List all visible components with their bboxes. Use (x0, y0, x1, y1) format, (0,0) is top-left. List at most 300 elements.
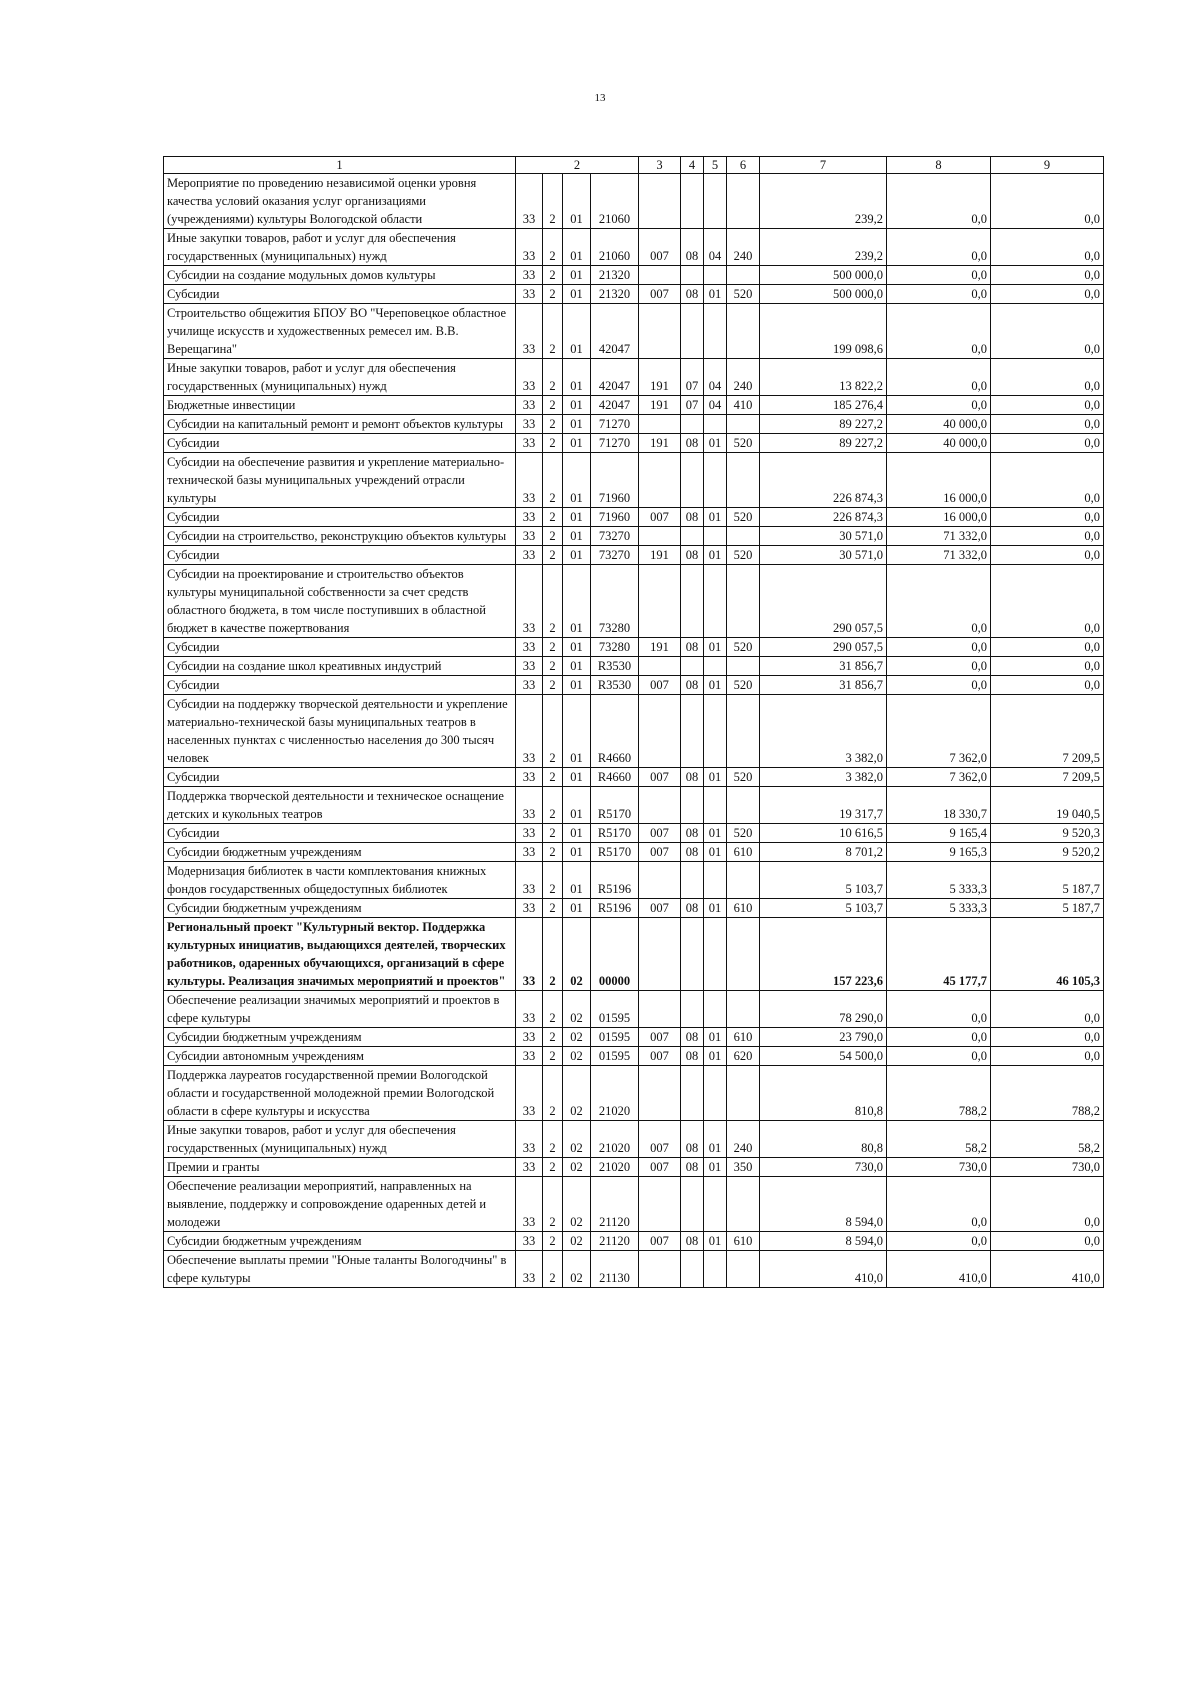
code-program: 33 (516, 676, 543, 695)
code-expense-type (727, 695, 760, 768)
code-direction: 73280 (591, 565, 639, 638)
code-expense-type (727, 1177, 760, 1232)
code-section (681, 657, 704, 676)
value-col-9: 0,0 (991, 1177, 1104, 1232)
value-col-9: 0,0 (991, 453, 1104, 508)
code-direction: 42047 (591, 359, 639, 396)
value-col-8: 0,0 (887, 174, 991, 229)
code-subsection: 01 (704, 1158, 727, 1177)
table-row (164, 657, 1104, 676)
table-row (164, 304, 1104, 359)
code-subprogram: 2 (543, 1121, 563, 1158)
code-expense-type: 520 (727, 285, 760, 304)
code-program: 33 (516, 991, 543, 1028)
code-subprogram: 2 (543, 918, 563, 991)
code-subprogram: 2 (543, 843, 563, 862)
header-cell: 8 (887, 157, 991, 174)
value-col-7: 5 103,7 (760, 899, 887, 918)
code-grbs: 007 (639, 1121, 681, 1158)
code-program: 33 (516, 174, 543, 229)
value-col-9: 0,0 (991, 1028, 1104, 1047)
code-section: 08 (681, 676, 704, 695)
code-grbs (639, 527, 681, 546)
code-direction: 21020 (591, 1158, 639, 1177)
code-program: 33 (516, 638, 543, 657)
row-name: Обеспечение реализации значимых мероприятий и проектов в сфере культуры (164, 991, 516, 1028)
code-grbs (639, 1066, 681, 1121)
value-col-8: 0,0 (887, 1232, 991, 1251)
value-col-8: 16 000,0 (887, 508, 991, 527)
code-subprogram: 2 (543, 862, 563, 899)
code-element: 01 (563, 787, 591, 824)
code-expense-type: 610 (727, 899, 760, 918)
code-section (681, 527, 704, 546)
value-col-7: 730,0 (760, 1158, 887, 1177)
value-col-8: 58,2 (887, 1121, 991, 1158)
code-subsection: 01 (704, 676, 727, 695)
code-subprogram: 2 (543, 1028, 563, 1047)
code-element: 02 (563, 1047, 591, 1066)
value-col-9: 5 187,7 (991, 899, 1104, 918)
code-subprogram: 2 (543, 991, 563, 1028)
code-section (681, 862, 704, 899)
row-name: Субсидии (164, 546, 516, 565)
value-col-8: 40 000,0 (887, 434, 991, 453)
value-col-9: 410,0 (991, 1251, 1104, 1288)
value-col-9: 58,2 (991, 1121, 1104, 1158)
value-col-7: 3 382,0 (760, 768, 887, 787)
code-program: 33 (516, 1028, 543, 1047)
code-grbs (639, 304, 681, 359)
code-program: 33 (516, 824, 543, 843)
code-expense-type: 620 (727, 1047, 760, 1066)
table-row (164, 527, 1104, 546)
code-element: 01 (563, 546, 591, 565)
value-col-7: 30 571,0 (760, 546, 887, 565)
code-program: 33 (516, 1121, 543, 1158)
code-section (681, 266, 704, 285)
code-section (681, 565, 704, 638)
code-subsection (704, 304, 727, 359)
code-section: 08 (681, 508, 704, 527)
code-expense-type: 520 (727, 824, 760, 843)
code-subprogram: 2 (543, 565, 563, 638)
value-col-8: 410,0 (887, 1251, 991, 1288)
row-name: Региональный проект "Культурный вектор. Поддержка культурных инициатив, выдающихся деятелей, творческих работников, одаренных обучающихся, организаций в сфере культуры. Реализация значимых мероприятий и проектов" (164, 918, 516, 991)
value-col-9: 0,0 (991, 359, 1104, 396)
code-direction: 21120 (591, 1232, 639, 1251)
code-grbs: 191 (639, 546, 681, 565)
code-expense-type: 520 (727, 676, 760, 695)
value-col-7: 810,8 (760, 1066, 887, 1121)
code-section: 07 (681, 359, 704, 396)
row-name: Субсидии на капитальный ремонт и ремонт объектов культуры (164, 415, 516, 434)
code-direction: 42047 (591, 304, 639, 359)
code-expense-type (727, 266, 760, 285)
code-program: 33 (516, 1158, 543, 1177)
code-subsection: 01 (704, 899, 727, 918)
value-col-8: 9 165,3 (887, 843, 991, 862)
value-col-9: 19 040,5 (991, 787, 1104, 824)
code-direction: 21060 (591, 229, 639, 266)
table-row (164, 174, 1104, 229)
value-col-8: 0,0 (887, 657, 991, 676)
code-direction: 00000 (591, 918, 639, 991)
value-col-8: 18 330,7 (887, 787, 991, 824)
row-name: Субсидии (164, 508, 516, 527)
code-direction: 71960 (591, 453, 639, 508)
code-subsection (704, 527, 727, 546)
header-cell: 1 (164, 157, 516, 174)
code-direction: R3530 (591, 676, 639, 695)
value-col-7: 8 594,0 (760, 1232, 887, 1251)
value-col-9: 0,0 (991, 434, 1104, 453)
row-name: Премии и гранты (164, 1158, 516, 1177)
code-subprogram: 2 (543, 638, 563, 657)
code-expense-type: 410 (727, 396, 760, 415)
code-section (681, 453, 704, 508)
code-section (681, 1251, 704, 1288)
table-row (164, 676, 1104, 695)
code-subsection: 01 (704, 1047, 727, 1066)
code-program: 33 (516, 1251, 543, 1288)
value-col-7: 31 856,7 (760, 657, 887, 676)
code-expense-type (727, 415, 760, 434)
code-element: 01 (563, 565, 591, 638)
code-grbs: 191 (639, 638, 681, 657)
value-col-7: 239,2 (760, 229, 887, 266)
code-subprogram: 2 (543, 899, 563, 918)
value-col-7: 8 594,0 (760, 1177, 887, 1232)
code-program: 33 (516, 695, 543, 768)
value-col-8: 730,0 (887, 1158, 991, 1177)
code-subsection (704, 657, 727, 676)
header-cell: 7 (760, 157, 887, 174)
code-expense-type (727, 565, 760, 638)
row-name: Поддержка лауреатов государственной премии Вологодской области и государственной молодежной премии Вологодской области в сфере культуры и искусства (164, 1066, 516, 1121)
code-subprogram: 2 (543, 359, 563, 396)
code-direction: 73270 (591, 527, 639, 546)
code-direction: 42047 (591, 396, 639, 415)
code-element: 01 (563, 266, 591, 285)
table-row (164, 991, 1104, 1028)
value-col-9: 0,0 (991, 657, 1104, 676)
code-element: 01 (563, 638, 591, 657)
code-program: 33 (516, 768, 543, 787)
code-expense-type: 610 (727, 843, 760, 862)
code-expense-type (727, 304, 760, 359)
code-expense-type: 240 (727, 229, 760, 266)
code-subsection (704, 266, 727, 285)
code-direction: 71270 (591, 415, 639, 434)
value-col-9: 0,0 (991, 676, 1104, 695)
value-col-8: 0,0 (887, 304, 991, 359)
code-direction: R5170 (591, 787, 639, 824)
code-subprogram: 2 (543, 1177, 563, 1232)
table-row (164, 768, 1104, 787)
code-section (681, 415, 704, 434)
code-section: 08 (681, 1121, 704, 1158)
table-row (164, 415, 1104, 434)
code-subprogram: 2 (543, 768, 563, 787)
code-grbs (639, 787, 681, 824)
code-grbs: 007 (639, 1232, 681, 1251)
value-col-8: 40 000,0 (887, 415, 991, 434)
code-program: 33 (516, 229, 543, 266)
code-section (681, 1066, 704, 1121)
value-col-8: 0,0 (887, 266, 991, 285)
table-row (164, 1121, 1104, 1158)
value-col-9: 9 520,3 (991, 824, 1104, 843)
budget-table (163, 156, 1104, 1288)
code-element: 02 (563, 1028, 591, 1047)
value-col-8: 16 000,0 (887, 453, 991, 508)
code-expense-type (727, 453, 760, 508)
code-section (681, 174, 704, 229)
code-grbs: 007 (639, 843, 681, 862)
code-expense-type: 350 (727, 1158, 760, 1177)
code-program: 33 (516, 565, 543, 638)
value-col-7: 19 317,7 (760, 787, 887, 824)
code-section: 08 (681, 899, 704, 918)
row-name: Субсидии автономным учреждениям (164, 1047, 516, 1066)
code-subprogram: 2 (543, 266, 563, 285)
value-col-8: 0,0 (887, 1177, 991, 1232)
code-program: 33 (516, 918, 543, 991)
code-program: 33 (516, 527, 543, 546)
table-row (164, 1066, 1104, 1121)
code-element: 01 (563, 396, 591, 415)
code-section (681, 1177, 704, 1232)
table-row (164, 1251, 1104, 1288)
code-element: 01 (563, 508, 591, 527)
code-expense-type: 520 (727, 508, 760, 527)
code-subsection: 01 (704, 843, 727, 862)
table-row (164, 1232, 1104, 1251)
code-section (681, 304, 704, 359)
code-program: 33 (516, 396, 543, 415)
code-grbs (639, 453, 681, 508)
code-direction: R5170 (591, 843, 639, 862)
value-col-7: 89 227,2 (760, 434, 887, 453)
row-name: Субсидии на поддержку творческой деятельности и укрепление материально-технической базы муниципальных театров в населенных пунктах с численностью населения до 300 тысяч человек (164, 695, 516, 768)
value-col-7: 78 290,0 (760, 991, 887, 1028)
code-element: 01 (563, 657, 591, 676)
header-cell: 2 (516, 157, 639, 174)
code-element: 01 (563, 527, 591, 546)
code-direction: 01595 (591, 1028, 639, 1047)
code-subsection: 01 (704, 508, 727, 527)
table-row (164, 862, 1104, 899)
table-row (164, 266, 1104, 285)
value-col-7: 31 856,7 (760, 676, 887, 695)
code-subprogram: 2 (543, 1158, 563, 1177)
code-section (681, 918, 704, 991)
value-col-7: 5 103,7 (760, 862, 887, 899)
code-grbs: 007 (639, 899, 681, 918)
code-direction: 01595 (591, 1047, 639, 1066)
code-section: 08 (681, 229, 704, 266)
code-program: 33 (516, 657, 543, 676)
value-col-8: 71 332,0 (887, 546, 991, 565)
code-section (681, 991, 704, 1028)
value-col-7: 89 227,2 (760, 415, 887, 434)
value-col-7: 54 500,0 (760, 1047, 887, 1066)
code-subprogram: 2 (543, 824, 563, 843)
code-program: 33 (516, 453, 543, 508)
code-element: 02 (563, 1177, 591, 1232)
code-subprogram: 2 (543, 434, 563, 453)
value-col-7: 185 276,4 (760, 396, 887, 415)
code-element: 02 (563, 1158, 591, 1177)
row-name: Поддержка творческой деятельности и техническое оснащение детских и кукольных театров (164, 787, 516, 824)
value-col-9: 9 520,2 (991, 843, 1104, 862)
code-grbs: 191 (639, 434, 681, 453)
value-col-9: 46 105,3 (991, 918, 1104, 991)
code-section: 08 (681, 434, 704, 453)
code-subprogram: 2 (543, 304, 563, 359)
value-col-9: 7 209,5 (991, 768, 1104, 787)
value-col-9: 7 209,5 (991, 695, 1104, 768)
code-element: 01 (563, 434, 591, 453)
row-name: Субсидии (164, 768, 516, 787)
code-subprogram: 2 (543, 1066, 563, 1121)
row-name: Обеспечение реализации мероприятий, направленных на выявление, поддержку и сопровождение одаренных детей и молодежи (164, 1177, 516, 1232)
value-col-7: 290 057,5 (760, 638, 887, 657)
code-subsection: 04 (704, 229, 727, 266)
code-direction: 21130 (591, 1251, 639, 1288)
row-name: Субсидии на строительство, реконструкцию объектов культуры (164, 527, 516, 546)
code-grbs: 191 (639, 359, 681, 396)
code-grbs: 007 (639, 768, 681, 787)
table-row (164, 1177, 1104, 1232)
code-element: 01 (563, 174, 591, 229)
code-grbs (639, 918, 681, 991)
code-subsection (704, 695, 727, 768)
table-row (164, 285, 1104, 304)
value-col-9: 0,0 (991, 285, 1104, 304)
code-program: 33 (516, 415, 543, 434)
code-element: 01 (563, 899, 591, 918)
value-col-7: 8 701,2 (760, 843, 887, 862)
value-col-7: 226 874,3 (760, 508, 887, 527)
row-name: Субсидии на обеспечение развития и укрепление материально-технической базы муниципальных учреждений отрасли культуры (164, 453, 516, 508)
code-direction: 21320 (591, 266, 639, 285)
header-cell: 9 (991, 157, 1104, 174)
code-element: 01 (563, 415, 591, 434)
code-subsection (704, 787, 727, 824)
code-expense-type (727, 174, 760, 229)
code-grbs: 007 (639, 508, 681, 527)
code-subprogram: 2 (543, 546, 563, 565)
code-subprogram: 2 (543, 508, 563, 527)
value-col-8: 788,2 (887, 1066, 991, 1121)
code-direction: R5170 (591, 824, 639, 843)
code-program: 33 (516, 843, 543, 862)
code-expense-type: 520 (727, 768, 760, 787)
value-col-8: 0,0 (887, 638, 991, 657)
code-section: 08 (681, 638, 704, 657)
code-element: 02 (563, 1121, 591, 1158)
code-subprogram: 2 (543, 676, 563, 695)
code-element: 01 (563, 695, 591, 768)
row-name: Субсидии на создание школ креативных индустрий (164, 657, 516, 676)
value-col-9: 0,0 (991, 991, 1104, 1028)
code-direction: 01595 (591, 991, 639, 1028)
code-subprogram: 2 (543, 1232, 563, 1251)
value-col-8: 0,0 (887, 285, 991, 304)
code-expense-type (727, 787, 760, 824)
code-subsection (704, 991, 727, 1028)
value-col-8: 5 333,3 (887, 862, 991, 899)
value-col-8: 45 177,7 (887, 918, 991, 991)
value-col-7: 10 616,5 (760, 824, 887, 843)
code-grbs (639, 862, 681, 899)
row-name: Субсидии на проектирование и строительство объектов культуры муниципальной собственности за счет средств областного бюджета, в том числе поступивших в областной бюджет в качестве пожертвования (164, 565, 516, 638)
code-grbs (639, 415, 681, 434)
code-section: 08 (681, 843, 704, 862)
value-col-8: 0,0 (887, 396, 991, 415)
code-program: 33 (516, 304, 543, 359)
value-col-9: 0,0 (991, 1047, 1104, 1066)
code-element: 02 (563, 1251, 591, 1288)
code-subsection: 01 (704, 1232, 727, 1251)
code-subsection (704, 453, 727, 508)
table-row (164, 1047, 1104, 1066)
code-subsection (704, 862, 727, 899)
table-row (164, 546, 1104, 565)
code-subprogram: 2 (543, 695, 563, 768)
code-program: 33 (516, 899, 543, 918)
value-col-7: 157 223,6 (760, 918, 887, 991)
header-cell: 3 (639, 157, 681, 174)
code-expense-type (727, 918, 760, 991)
code-program: 33 (516, 862, 543, 899)
table-row (164, 359, 1104, 396)
value-col-7: 13 822,2 (760, 359, 887, 396)
code-subprogram: 2 (543, 1047, 563, 1066)
row-name: Мероприятие по проведению независимой оценки уровня качества условий оказания услуг организациями (учреждениями) культуры Вологодской области (164, 174, 516, 229)
code-element: 01 (563, 676, 591, 695)
code-subsection: 01 (704, 434, 727, 453)
code-subsection: 01 (704, 638, 727, 657)
value-col-8: 0,0 (887, 1047, 991, 1066)
row-name: Субсидии бюджетным учреждениям (164, 1028, 516, 1047)
code-direction: R4660 (591, 695, 639, 768)
value-col-8: 71 332,0 (887, 527, 991, 546)
row-name: Субсидии бюджетным учреждениям (164, 899, 516, 918)
code-direction: 21020 (591, 1066, 639, 1121)
table-row (164, 508, 1104, 527)
code-subprogram: 2 (543, 1251, 563, 1288)
code-direction: 21020 (591, 1121, 639, 1158)
code-direction: 71960 (591, 508, 639, 527)
code-section (681, 787, 704, 824)
code-section: 08 (681, 1158, 704, 1177)
code-grbs (639, 657, 681, 676)
code-grbs: 007 (639, 1158, 681, 1177)
code-direction: R4660 (591, 768, 639, 787)
value-col-9: 0,0 (991, 396, 1104, 415)
value-col-9: 0,0 (991, 415, 1104, 434)
code-grbs: 007 (639, 285, 681, 304)
code-program: 33 (516, 1232, 543, 1251)
value-col-8: 7 362,0 (887, 695, 991, 768)
value-col-9: 0,0 (991, 1232, 1104, 1251)
code-program: 33 (516, 1047, 543, 1066)
table-row (164, 899, 1104, 918)
code-element: 02 (563, 1066, 591, 1121)
